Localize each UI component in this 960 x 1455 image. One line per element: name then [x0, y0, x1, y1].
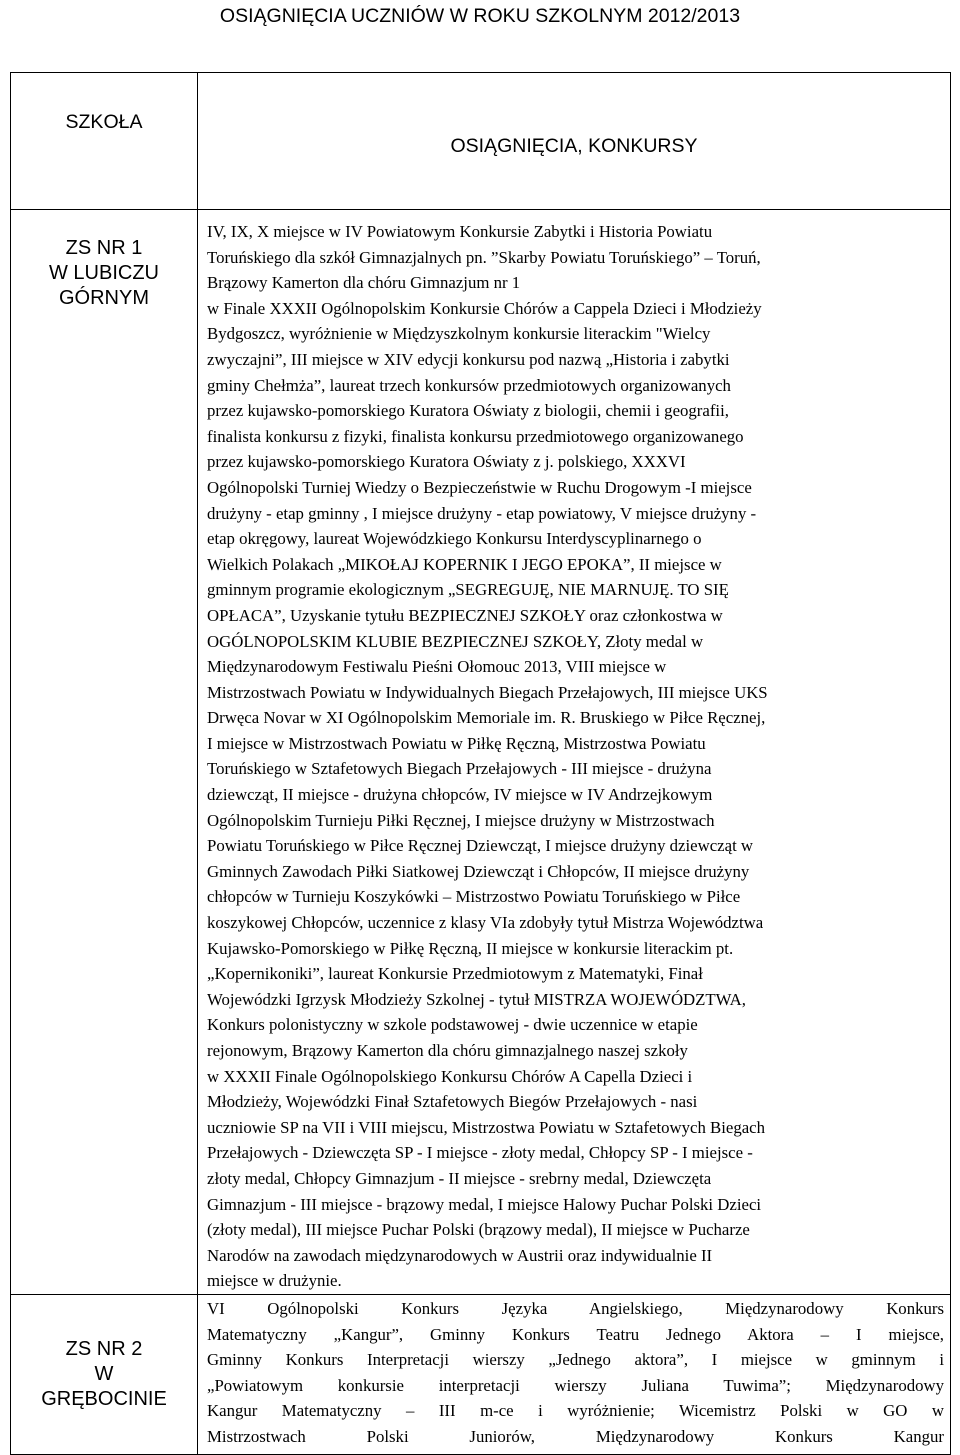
achievement-text-line: Brązowy Kamerton dla chóru Gimnazjum nr 1 [207, 273, 521, 293]
achievement-text-line: gminy Chełmża”, laureat trzech konkursów przedmiotowych organizowanych [207, 375, 731, 395]
achievement-text-line: w Finale XXXII Ogólnopolskim Konkursie Chórów a Cappela Dzieci i Młodzieży [207, 298, 762, 318]
school-name-line: GÓRNYM [59, 287, 149, 309]
table-row [11, 210, 951, 1295]
header-achievements: OSIĄGNIĘCIA, KONKURSY [198, 73, 951, 210]
school-name-cell [11, 210, 198, 1295]
achievement-text-line: etap okręgowy, laureat Wojewódzkiego Konkursu Interdyscyplinarnego o [207, 529, 702, 549]
achievement-text-line: Mistrzostwach Powiatu w Indywidualnych Biegach Przełajowych, III miejsce UKS [207, 682, 768, 702]
achievement-text-line: Narodów na zawodach międzynarodowych w Austrii oraz indywidualnie II [207, 1245, 713, 1265]
achievement-text-line: przez kujawsko-pomorskiego Kuratora Oświaty z j. polskiego, XXXVI [207, 452, 686, 472]
achievement-text-line: Kangur Matematyczny – III m-ce i wyróżnienie; Wicemistrz Polski w GO w [207, 1401, 944, 1421]
achievement-text-line: Konkurs polonistyczny w szkole podstawowej - dwie uczennice w etapie [207, 1015, 698, 1035]
achievement-text-line: drużyny - etap gminny , I miejsce drużyny - etap powiatowy, V miejsce drużyny - [207, 503, 757, 523]
achievement-text-line: Ogólnopolskim Turnieju Piłki Ręcznej, I miejsce drużyny w Mistrzostwach [207, 810, 715, 830]
achievement-text-line: Toruńskiego dla szkół Gimnazjalnych pn. ”Skarby Powiatu Toruńskiego” – Toruń, [207, 247, 761, 267]
school-name-line: W LUBICZU [49, 262, 159, 284]
achievement-text-line: Mistrzostwach Polski Juniorów, Międzynarodowy Konkurs Kangur [207, 1426, 944, 1446]
achievement-text-line: Kujawsko-Pomorskiego w Piłkę Ręczną, II miejsce w konkursie literackim pt. [207, 938, 734, 958]
achievement-text-line: I miejsce w Mistrzostwach Powiatu w Piłkę Ręczną, Mistrzostwa Powiatu [207, 733, 706, 753]
achievement-text-line: finalista konkursu z fizyki, finalista konkursu przedmiotowego organizowanego [207, 426, 744, 446]
achievement-text-line: gminnym programie ekologicznym „SEGREGUJĘ, NIE MARNUJĘ. TO SIĘ [207, 580, 729, 600]
achievement-text-line: złoty medal, Chłopcy Gimnazjum - II miejsce - srebrny medal, Dziewczęta [207, 1168, 712, 1188]
achievement-text-line: Gminny Konkurs Interpretacji wierszy „Jednego aktora”, I miejsce w gminnym i [207, 1350, 944, 1370]
achievement-text-line: miejsce w drużynie. [207, 1271, 342, 1291]
achievement-text-line: rejonowym, Brązowy Kamerton dla chóru gimnazjalnego naszej szkoły [207, 1041, 688, 1060]
achievement-text-line: Powiatu Toruńskiego w Piłce Ręcznej Dziewcząt, I miejsce drużyny dziewcząt w [207, 836, 754, 856]
school-name-cell [11, 1294, 198, 1454]
achievement-text-line: przez kujawsko-pomorskiego Kuratora Oświaty z biologii, chemii i geografii, [207, 401, 729, 421]
achievement-text-line: zwyczajni”, III miejsce w XIV edycji konkursu pod nazwą „Historia i zabytki [207, 349, 730, 369]
achievement-text-line: Matematyczny „Kangur”, Gminny Konkurs Teatru Jednego Aktora – I miejsce, [207, 1324, 944, 1344]
achievement-text-line: OGÓLNOPOLSKIM KLUBIE BEZPIECZNEJ SZKOŁY, Złoty medal w [207, 631, 704, 651]
achievement-text-line: OPŁACA”, Uzyskanie tytułu BEZPIECZNEJ SZKOŁY oraz członkostwa w [207, 605, 723, 625]
achievements-cell [198, 1294, 951, 1454]
achievement-text-line: dziewcząt, II miejsce - drużyna chłopców, IV miejsce w IV Andrzejkowym [207, 785, 713, 805]
achievement-text-line: Drwęca Novar w XI Ogólnopolskim Memoriale im. R. Bruskiego w Piłce Ręcznej, [207, 708, 766, 728]
school-name-line: ZS NR 2 [65, 1337, 143, 1360]
achievement-text-line: „Powiatowym konkursie interpretacji wierszy Juliana Tuwima”; Międzynarodowy [207, 1375, 944, 1395]
school-name-line: GRĘBOCINIE [41, 1387, 167, 1410]
achievement-text-line: (złoty medal), III miejsce Puchar Polski (brązowy medal), II miejsce w Pucharze [207, 1220, 750, 1240]
achievement-text-line: Gminnych Zawodach Piłki Siatkowej Dziewcząt i Chłopców, II miejsce drużyny [207, 861, 750, 881]
achievement-text-line: chłopców w Turnieju Koszykówki – Mistrzostwo Powiatu Toruńskiego w Piłce [207, 887, 741, 907]
achievement-text-line: „Kopernikoniki”, laureat Konkursie Przedmiotowym z Matematyki, Finał [207, 964, 703, 984]
header-school: SZKOŁA [11, 73, 198, 210]
achievement-text-line: VI Ogólnopolski Konkurs Języka Angielskiego, Międzynarodowy Konkurs [207, 1298, 944, 1318]
achievements-table [10, 72, 951, 1455]
achievement-text-line: Wojewódzki Igrzysk Młodzieży Szkolnej - tytuł MISTRZA WOJEWÓDZTWA, [207, 989, 746, 1009]
achievement-text-line: Gimnazjum - III miejsce - brązowy medal, I miejsce Halowy Puchar Polski Dzieci [207, 1194, 762, 1214]
achievement-text-line: Ogólnopolski Turniej Wiedzy o Bezpieczeństwie w Ruchu Drogowym -I miejsce [207, 477, 752, 497]
achievement-text-line: IV, IX, X miejsce w IV Powiatowym Konkursie Zabytki i Historia Powiatu [207, 222, 713, 241]
table-header-row [11, 73, 951, 210]
achievement-text-line: Przełajowych - Dziewczęta SP - I miejsce - złoty medal, Chłopcy SP - I miejsce - [207, 1143, 753, 1163]
achievement-text-line: Toruńskiego w Sztafetowych Biegach Przełajowych - III miejsce - drużyna [207, 759, 712, 779]
achievement-text-line: koszykowej Chłopców, uczennice z klasy VIa zdobyły tytuł Mistrza Województwa [207, 913, 764, 933]
achievement-text-line: Międzynarodowym Festiwalu Pieśni Ołomouc 2013, VIII miejsce w [207, 657, 667, 677]
achievement-text-line: w XXXII Finale Ogólnopolskiego Konkursu Chórów A Capella Dzieci i [207, 1066, 693, 1086]
achievements-cell [198, 210, 951, 1295]
table-row [11, 1294, 951, 1454]
achievement-text-line: uczniowie SP na VII i VIII miejscu, Mistrzostwa Powiatu w Sztafetowych Biegach [207, 1117, 766, 1137]
achievement-text-line: Młodzieży, Wojewódzki Finał Sztafetowych Biegów Przełajowych - nasi [207, 1092, 698, 1112]
achievement-text-line: Wielkich Polakach „MIKOŁAJ KOPERNIK I JEGO EPOKA”, II miejsce w [207, 554, 722, 574]
school-name-line: W [94, 1362, 114, 1385]
achievement-text-line: Bydgoszcz, wyróżnienie w Międzyszkolnym konkursie literackim "Wielcy [207, 324, 711, 344]
page-title: OSIĄGNIĘCIA UCZNIÓW W ROKU SZKOLNYM 2012/2013 [219, 5, 741, 27]
school-name-line: ZS NR 1 [65, 237, 143, 259]
